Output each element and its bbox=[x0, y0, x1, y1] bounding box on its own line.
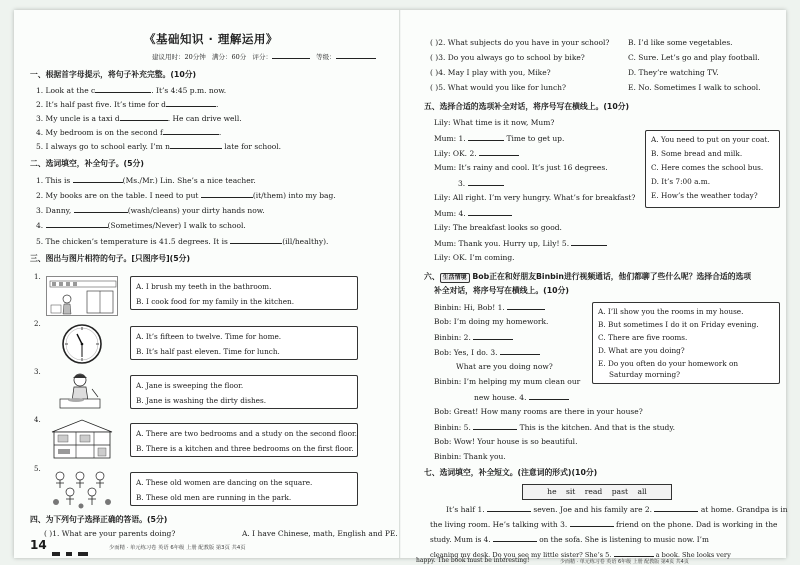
s4-question-4[interactable]: ( )4. May I play with you, Mike? bbox=[430, 68, 551, 77]
s6-heading-text: Bob正在和好朋友Binbin进行视频通话，他们都聊了些什么呢？选择合适的选项 bbox=[472, 272, 752, 281]
answer-blank[interactable] bbox=[73, 175, 123, 183]
s7-line-2: the living room. He’s talking with 3. friend on the phone. Dad is working in the bbox=[430, 520, 778, 529]
s6-line-4: Bob: Yes, I do. 3. bbox=[434, 347, 540, 357]
registration-mark bbox=[52, 552, 60, 556]
s6-line-8: Bob: Great! How many rooms are there in your house? bbox=[434, 407, 643, 416]
s4-answer-c: C. Sure. Let’s go and play football. bbox=[628, 53, 760, 62]
answer-blank[interactable] bbox=[95, 85, 151, 93]
s6-option-c: C. There are five rooms. bbox=[598, 333, 688, 342]
answer-blank[interactable] bbox=[468, 208, 512, 216]
answer-blank[interactable] bbox=[487, 504, 531, 512]
s2-item-2: 2. My books are on the table. I need to put (it/them) into my bag. bbox=[36, 191, 336, 200]
meta-rating: 评分： bbox=[252, 53, 272, 61]
answer-blank[interactable] bbox=[170, 141, 222, 149]
section-3-heading: 三、图出与图片相符的句子。[只图序号](5分) bbox=[30, 254, 191, 263]
dancers-picture bbox=[46, 468, 118, 510]
answer-blank[interactable] bbox=[230, 236, 282, 244]
s4-answer-b: B. I’d like some vegetables. bbox=[628, 38, 733, 47]
section-1-heading: 一、根据首字母提示，将句子补充完整。(10分) bbox=[30, 70, 197, 79]
section-4-heading: 四、为下列句子选择正确的答语。(5分) bbox=[30, 515, 168, 524]
s6-line-2: Bob: I’m doing my homework. bbox=[434, 317, 549, 326]
answer-blank[interactable] bbox=[120, 113, 168, 121]
s6-options-box bbox=[592, 302, 780, 384]
page-fold bbox=[399, 10, 401, 558]
s7-line-1: It’s half 1. seven. Joe and his family are 2. at home. Grandpa is in bbox=[446, 505, 788, 514]
s7-line-5-visible: happy. The book must be interesting! bbox=[416, 557, 530, 564]
word-bank: he sit read past all bbox=[522, 484, 672, 500]
s5-line-6: Lily: All right. I’m very hungry. What’s for breakfast? bbox=[434, 193, 636, 202]
answer-blank[interactable] bbox=[46, 220, 108, 228]
s3-num-5: 5. bbox=[34, 465, 41, 473]
s4-answer-e: E. No. Sometimes I walk to school. bbox=[628, 83, 761, 92]
section-5-heading: 五、选择合适的选项补全对话，将序号写在横线上。(10分) bbox=[424, 102, 630, 111]
answer-blank[interactable] bbox=[163, 127, 219, 135]
meta-grade: 等级： bbox=[316, 53, 336, 61]
answer-blank[interactable] bbox=[74, 205, 128, 213]
section-7-heading: 七、选词填空，补全短文。(注意词的形式)(10分) bbox=[424, 468, 598, 477]
s3-option-a[interactable]: A. There are two bedrooms and a study on the second floor. bbox=[136, 429, 357, 438]
answer-blank[interactable] bbox=[614, 549, 654, 557]
s1-item-3: 3. My uncle is a taxi d . He can drive well. bbox=[36, 114, 242, 123]
answer-blank[interactable] bbox=[529, 392, 569, 400]
right-page bbox=[404, 10, 786, 558]
s3-num-4: 4. bbox=[34, 416, 41, 424]
answer-blank[interactable] bbox=[473, 422, 517, 430]
s6-line-7: new house. 4. bbox=[474, 392, 569, 402]
s6-option-e: E. Do you often do your homework on bbox=[598, 359, 739, 368]
meta-time: 建议用时：20分钟 bbox=[152, 53, 206, 61]
s1-item-2: 2. It’s half past five. It’s time for d . bbox=[36, 100, 219, 109]
s5-line-10: Lily: OK. I’m coming. bbox=[434, 253, 515, 262]
section-6-heading-line2: 补全对话，将序号写在横线上。(10分) bbox=[434, 286, 569, 295]
kitchen-picture bbox=[46, 276, 118, 316]
s3-option-b[interactable]: B. I cook food for my family in the kitchen. bbox=[136, 297, 295, 306]
s6-option-b: B. But sometimes I do it on Friday evening. bbox=[598, 320, 759, 329]
s3-box-1 bbox=[130, 276, 358, 310]
registration-mark bbox=[78, 552, 88, 556]
s6-line-10: Bob: Wow! Your house is so beautiful. bbox=[434, 437, 578, 446]
s6-line-9: Binbin: 5. This is the kitchen. And that is the study. bbox=[434, 423, 675, 432]
answer-blank[interactable] bbox=[500, 347, 540, 355]
answer-blank[interactable] bbox=[570, 519, 614, 527]
s4-answer-a: A. I have Chinese, math, English and PE. bbox=[242, 529, 398, 538]
s2-item-4: 4. (Sometimes/Never) I walk to school. bbox=[36, 221, 246, 230]
answer-blank[interactable] bbox=[473, 332, 513, 340]
s5-option-d: D. It’s 7:00 a.m. bbox=[651, 177, 711, 186]
s3-option-b[interactable]: B. Jane is washing the dirty dishes. bbox=[136, 396, 267, 405]
s5-line-1: Lily: What time is it now, Mum? bbox=[434, 118, 555, 127]
s5-line-2: Mum: 1. Time to get up. bbox=[434, 134, 565, 143]
s7-line-4: cleaning my desk. Do you see my little sister? She’s 5. a book. She looks very bbox=[430, 551, 731, 559]
left-footer: 少而精 · 单元练习卷 英语 6年级 上册 配教版 第3页 共4页 bbox=[109, 545, 246, 551]
s3-option-a[interactable]: A. Jane is sweeping the floor. bbox=[136, 381, 244, 390]
s6-line-5: What are you doing now? bbox=[456, 362, 553, 371]
s4-question-5[interactable]: ( )5. What would you like for lunch? bbox=[430, 83, 567, 92]
answer-blank[interactable] bbox=[166, 99, 216, 107]
s1-item-4: 4. My bedroom is on the second f . bbox=[36, 128, 222, 137]
s6-line-3: Binbin: 2. bbox=[434, 332, 513, 342]
left-page bbox=[14, 10, 400, 558]
s2-item-1: 1. This is (Ms./Mr.) Lin. She’s a nice teacher. bbox=[36, 176, 256, 185]
grade-blank[interactable] bbox=[336, 51, 376, 59]
s2-item-5: 5. The chicken’s temperature is 41.5 degrees. It is (ill/healthy). bbox=[36, 237, 329, 246]
s3-option-b[interactable]: B. There is a kitchen and three bedrooms on the first floor. bbox=[136, 444, 354, 453]
s5-option-b: B. Some bread and milk. bbox=[651, 149, 743, 158]
s6-option-a: A. I’ll show you the rooms in my house. bbox=[598, 307, 744, 316]
s6-line-6: Binbin: I’m helping my mum clean our bbox=[434, 377, 581, 386]
house-picture bbox=[46, 418, 118, 460]
s3-option-a[interactable]: A. These old women are dancing on the square. bbox=[136, 478, 313, 487]
answer-blank[interactable] bbox=[201, 190, 253, 198]
answer-blank[interactable] bbox=[571, 238, 607, 246]
s5-line-8: Lily: The breakfast looks so good. bbox=[434, 223, 562, 232]
clock-picture bbox=[46, 323, 118, 365]
worksheet-paper bbox=[14, 10, 786, 558]
s3-option-b[interactable]: B. It’s half past eleven. Time for lunch. bbox=[136, 347, 280, 356]
s1-item-5: 5. I always go to school early. I’m n late for school. bbox=[36, 142, 282, 151]
section-2-heading: 二、选词填空，补全句子。(5分) bbox=[30, 159, 144, 168]
s7-line-3: study. Mum is 4. on the sofa. She is listening to music now. I’m bbox=[430, 535, 709, 544]
s3-num-1: 1. bbox=[34, 273, 41, 281]
s3-option-b[interactable]: B. These old men are running in the park. bbox=[136, 493, 292, 502]
s3-box-2 bbox=[130, 326, 358, 360]
s3-num-2: 2. bbox=[34, 320, 41, 328]
s6-option-d: D. What are you doing? bbox=[598, 346, 685, 355]
page-number: 14 bbox=[30, 538, 47, 552]
s5-line-3: Lily: OK. 2. bbox=[434, 148, 519, 158]
s4-question-2[interactable]: ( )2. What subjects do you have in your school? bbox=[430, 38, 610, 47]
s5-line-5: 3. bbox=[458, 178, 504, 188]
s3-box-3 bbox=[130, 375, 358, 409]
life-situation-tag: 生活情境 bbox=[440, 273, 470, 283]
section-6-heading bbox=[424, 272, 751, 283]
s5-line-7: Mum: 4. bbox=[434, 208, 512, 218]
s5-line-4: Mum: It’s rainy and cool. It’s just 16 degrees. bbox=[434, 163, 608, 172]
answer-blank[interactable] bbox=[507, 302, 545, 310]
answer-blank[interactable] bbox=[468, 178, 504, 186]
s4-question-1[interactable]: ( )1. What are your parents doing? bbox=[44, 529, 176, 538]
meta-info bbox=[152, 51, 376, 61]
rating-blank[interactable] bbox=[272, 51, 310, 59]
answer-blank[interactable] bbox=[493, 534, 537, 542]
s5-option-c: C. Here comes the school bus. bbox=[651, 163, 764, 172]
s4-question-3[interactable]: ( )3. Do you always go to school by bike? bbox=[430, 53, 585, 62]
answer-blank[interactable] bbox=[654, 504, 698, 512]
s5-line-9: Mum: Thank you. Hurry up, Lily! 5. bbox=[434, 238, 607, 248]
girl-washing-picture bbox=[46, 371, 118, 411]
answer-blank[interactable] bbox=[468, 133, 504, 141]
s3-num-3: 3. bbox=[34, 368, 41, 376]
s6-line-11: Binbin: Thank you. bbox=[434, 452, 506, 461]
s3-option-a[interactable]: A. It’s fifteen to twelve. Time for home. bbox=[136, 332, 282, 341]
s5-option-e: E. How’s the weather today? bbox=[651, 191, 758, 200]
s6-prefix: 六、 bbox=[424, 272, 440, 281]
s6-option-e-cont: Saturday morning? bbox=[609, 370, 681, 379]
s5-options-box bbox=[645, 130, 780, 208]
answer-blank[interactable] bbox=[479, 148, 519, 156]
right-footer-visible: 少而精 · 单元练习卷 英语 6年级 上册 配教版 第4页 共4页 bbox=[560, 559, 689, 565]
registration-mark bbox=[66, 552, 72, 556]
s1-item-1: 1. Look at the c . It’s 4:45 p.m. now. bbox=[36, 86, 227, 95]
page-title: 《基础知识 · 理解运用》 bbox=[144, 32, 278, 46]
s3-box-4 bbox=[130, 423, 358, 457]
s5-option-a: A. You need to put on your coat. bbox=[651, 135, 770, 144]
s2-item-3: 3. Danny, (wash/cleans) your dirty hands now. bbox=[36, 206, 265, 215]
s3-option-a[interactable]: A. I brush my teeth in the bathroom. bbox=[136, 282, 272, 291]
s3-box-5 bbox=[130, 472, 358, 506]
s6-line-1: Binbin: Hi, Bob! 1. bbox=[434, 302, 545, 312]
meta-score: 满分：60分 bbox=[211, 53, 247, 61]
s4-answer-d: D. They’re watching TV. bbox=[628, 68, 719, 77]
